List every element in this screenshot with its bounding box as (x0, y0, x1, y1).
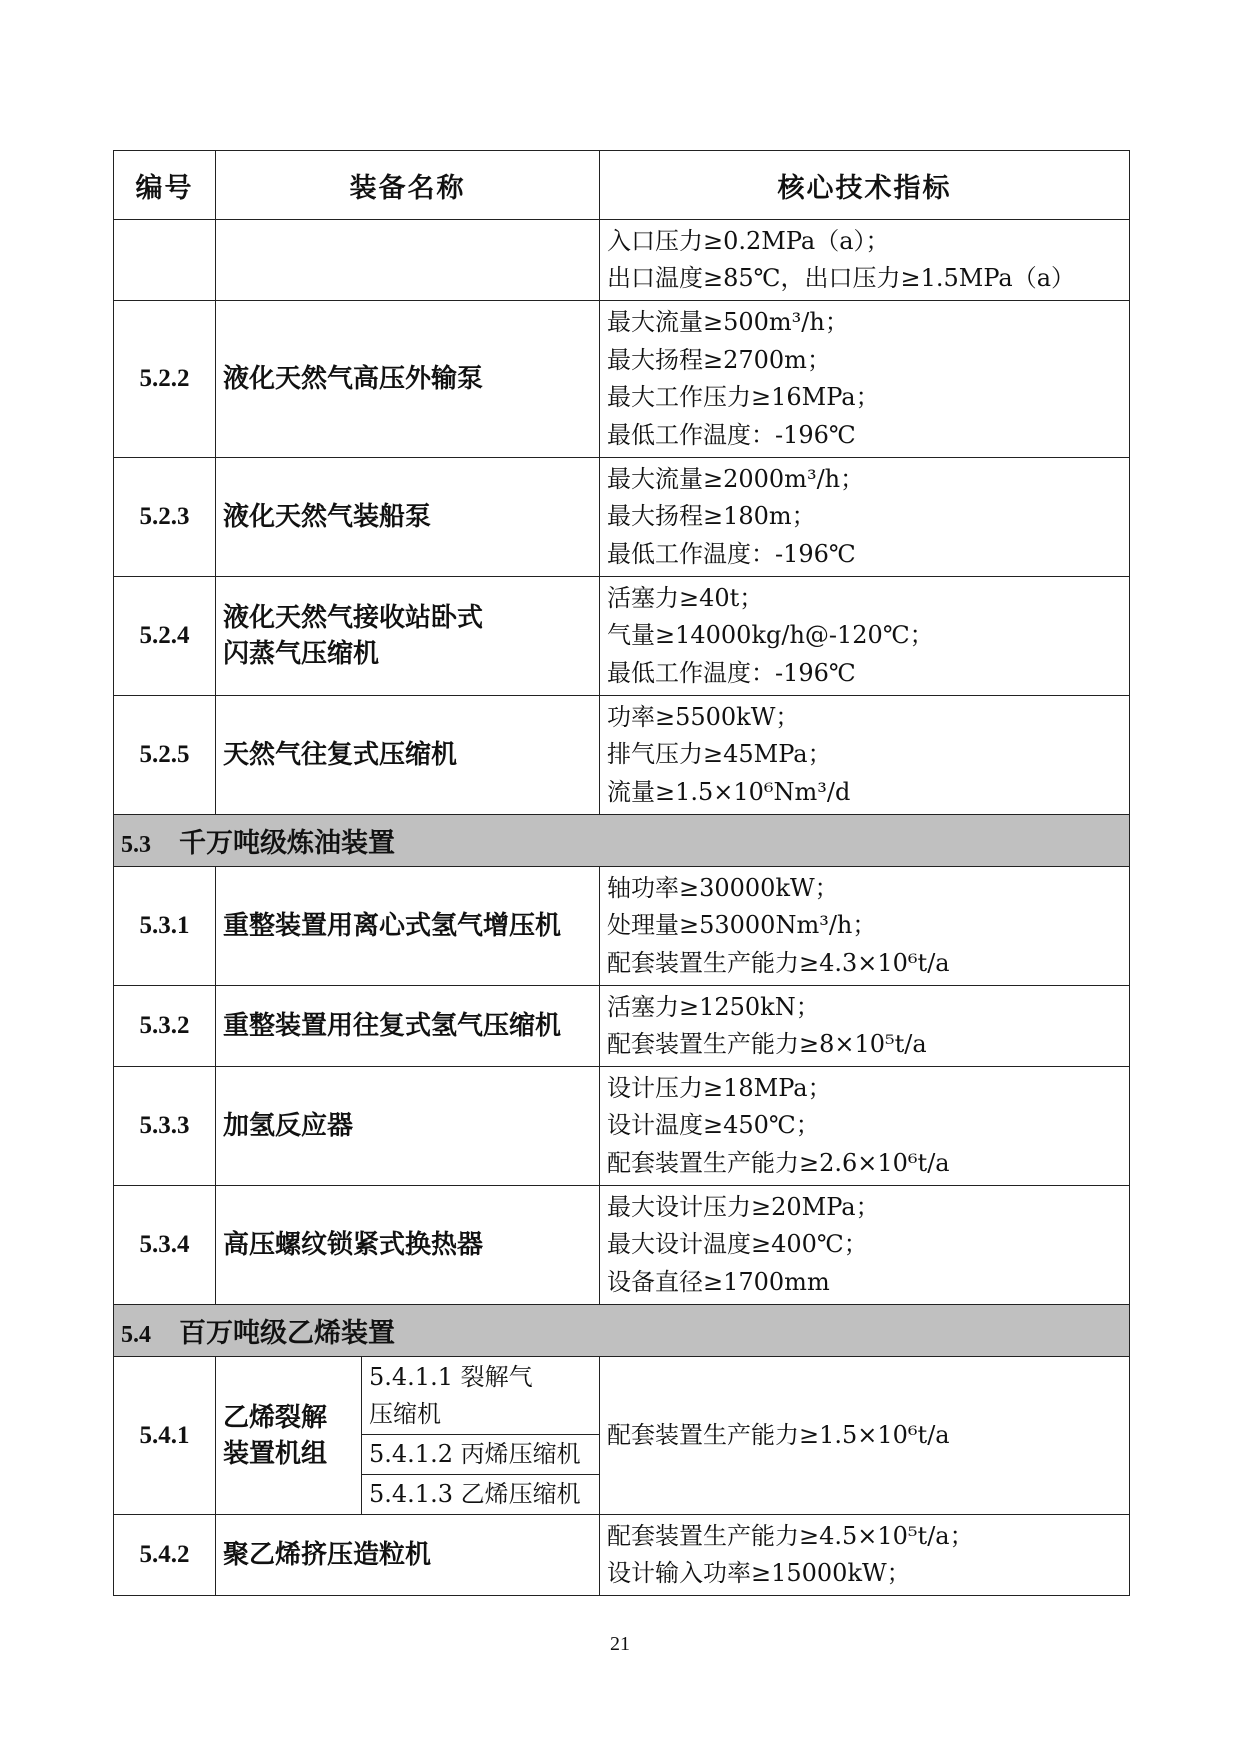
spec-line: 处理量≥53000Nm³/h； (607, 911, 877, 940)
row-name: 液化天然气装船泵 (216, 458, 600, 577)
header-num: 编号 (114, 151, 216, 220)
table-row (114, 1515, 1130, 1596)
spec-line: 设计输入功率≥15000kW； (607, 1559, 911, 1587)
table-row (114, 577, 1130, 696)
sub-item (362, 1435, 600, 1475)
row-num: 5.3.1 (114, 867, 216, 986)
row-name (216, 220, 600, 301)
table-row (114, 458, 1130, 577)
row-spec (600, 220, 1130, 301)
spec-line: 配套装置生产能力≥8×10⁵t/a (607, 1030, 927, 1058)
row-num: 5.3.3 (114, 1067, 216, 1186)
spec-line: 配套装置生产能力≥1.5×10⁶t/a (607, 1420, 950, 1449)
row-name: 聚乙烯挤压造粒机 (216, 1515, 600, 1596)
spec-line: 配套装置生产能力≥4.3×10⁶t/a (607, 948, 950, 977)
sub-item-line: 5.4.1.1 裂解气 (369, 1362, 533, 1391)
row-num: 5.3.4 (114, 1186, 216, 1305)
spec-line: 最低工作温度：-196℃ (607, 539, 856, 568)
spec-line: 入口压力≥0.2MPa（a）； (607, 226, 890, 255)
row-num (114, 220, 216, 301)
spec-line: 最大设计压力≥20MPa； (607, 1192, 880, 1221)
row-num: 5.3.2 (114, 986, 216, 1067)
spec-table (113, 150, 1130, 1596)
spec-line: 出口温度≥85℃，出口压力≥1.5MPa（a） (607, 264, 1076, 292)
spec-line: 最大工作压力≥16MPa； (607, 383, 880, 411)
name-line: 闪蒸气压缩机 (223, 639, 380, 669)
section-heading (114, 1305, 1130, 1357)
table-row (114, 696, 1130, 815)
spec-line: 设备直径≥1700mm (607, 1267, 830, 1296)
section-number: 5.4 (121, 1322, 151, 1348)
table-row (114, 1067, 1130, 1186)
row-spec (600, 301, 1130, 458)
row-spec (600, 1186, 1130, 1305)
name-line: 乙烯裂解 (223, 1402, 328, 1433)
spec-line: 流量≥1.5×10⁶Nm³/d (607, 777, 851, 806)
row-num: 5.4.2 (114, 1515, 216, 1596)
spec-line: 功率≥5500kW； (607, 702, 800, 731)
spec-line: 最大流量≥2000m³/h； (607, 464, 865, 493)
sub-item (362, 1357, 600, 1435)
header-name: 装备名称 (216, 151, 600, 220)
spec-line: 最大流量≥500m³/h； (607, 308, 849, 336)
table-header-row (114, 151, 1130, 220)
section-title: 千万吨级炼油装置 (179, 828, 395, 859)
section-number: 5.3 (121, 832, 151, 858)
row-spec (600, 1357, 1130, 1515)
section-title: 百万吨级乙烯装置 (179, 1318, 395, 1349)
row-spec (600, 986, 1130, 1067)
spec-line: 设计温度≥450℃； (607, 1111, 820, 1140)
table-row (114, 986, 1130, 1067)
row-spec (600, 1067, 1130, 1186)
name-line: 液化天然气接收站卧式 (223, 603, 484, 633)
spec-line: 设计压力≥18MPa； (607, 1073, 832, 1102)
row-num: 5.2.5 (114, 696, 216, 815)
row-spec (600, 458, 1130, 577)
spec-line: 排气压力≥45MPa； (607, 740, 832, 769)
sub-item-line: 5.4.1.3 乙烯压缩机 (369, 1480, 581, 1508)
row-num: 5.2.4 (114, 577, 216, 696)
row-spec (600, 1515, 1130, 1596)
spec-line: 气量≥14000kg/h@-120℃； (607, 621, 934, 650)
section-heading (114, 815, 1130, 867)
row-spec (600, 696, 1130, 815)
spec-line: 最低工作温度：-196℃ (607, 658, 856, 687)
table-row (114, 867, 1130, 986)
section-row (114, 1305, 1130, 1357)
table-row (114, 301, 1130, 458)
table-row (114, 220, 1130, 301)
row-num: 5.2.3 (114, 458, 216, 577)
row-num: 5.2.2 (114, 301, 216, 458)
spec-line: 活塞力≥40t； (607, 583, 764, 612)
row-spec (600, 577, 1130, 696)
name-line: 装置机组 (223, 1438, 328, 1469)
row-name: 高压螺纹锁紧式换热器 (216, 1186, 600, 1305)
row-name: 重整装置用往复式氢气压缩机 (216, 986, 600, 1067)
page-number: 21 (610, 1633, 630, 1655)
header-spec: 核心技术指标 (600, 151, 1130, 220)
sub-item (362, 1475, 600, 1515)
spec-line: 配套装置生产能力≥2.6×10⁶t/a (607, 1148, 950, 1177)
table-row (114, 1357, 1130, 1435)
spec-line: 配套装置生产能力≥4.5×10⁵t/a； (607, 1521, 974, 1550)
row-name: 天然气往复式压缩机 (216, 696, 600, 815)
spec-line: 最大扬程≥2700m； (607, 345, 831, 374)
spec-line: 活塞力≥1250kN； (607, 992, 820, 1021)
sub-item-line: 5.4.1.2 丙烯压缩机 (369, 1440, 581, 1468)
row-name: 液化天然气高压外输泵 (216, 301, 600, 458)
section-row (114, 815, 1130, 867)
row-num: 5.4.1 (114, 1357, 216, 1515)
table-row (114, 1186, 1130, 1305)
row-name (216, 1357, 362, 1515)
spec-line: 最大扬程≥180m； (607, 502, 816, 531)
spec-line: 最大设计温度≥400℃； (607, 1230, 868, 1259)
row-name: 重整装置用离心式氢气增压机 (216, 867, 600, 986)
row-name (216, 577, 600, 696)
row-name: 加氢反应器 (216, 1067, 600, 1186)
spec-line: 最低工作温度：-196℃ (607, 420, 856, 449)
sub-item-line: 压缩机 (369, 1399, 441, 1428)
row-spec (600, 867, 1130, 986)
spec-line: 轴功率≥30000kW； (607, 873, 839, 902)
